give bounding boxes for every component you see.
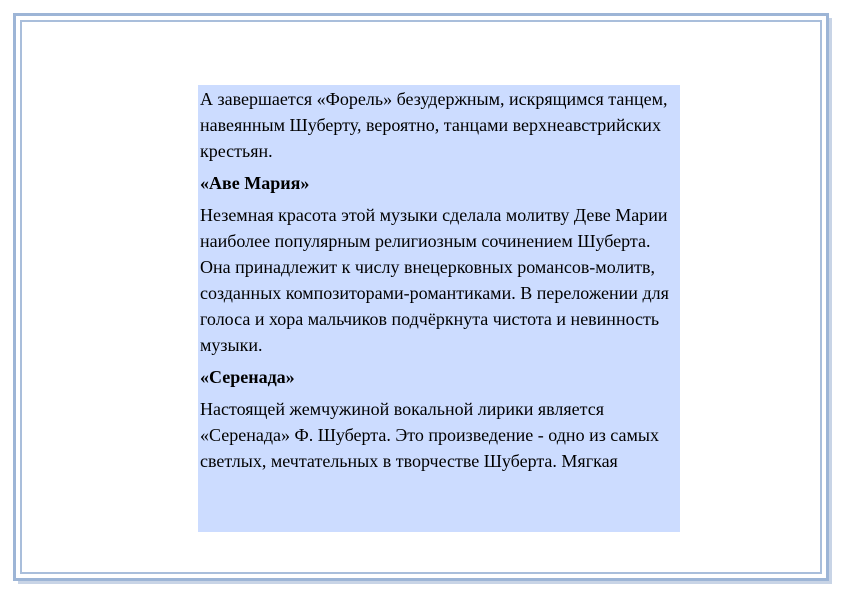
page-frame-shadow-bottom xyxy=(18,581,832,584)
paragraph-intro: А завершается «Форель» безудержным, искрящимся танцем, навеянным Шуберту, вероятно, танцами верхнеавстрийских крестьян. xyxy=(200,89,668,161)
heading-serenade: «Серенада» xyxy=(200,367,295,387)
page-frame-shadow-right xyxy=(829,18,832,584)
heading-ave-maria: «Аве Мария» xyxy=(200,173,310,193)
paragraph-serenade: Настоящей жемчужиной вокальной лирики является «Серенада» Ф. Шуберта. Это произведение - одно из самых светлых, мечтательных в творчестве Шуберта. Мягкая xyxy=(200,399,659,471)
text-block xyxy=(198,85,680,532)
paragraph-ave-maria: Неземная красота этой музыки сделала молитву Деве Марии наиболее популярным религиозным сочинением Шуберта. Она принадлежит к числу внецерковных романсов-молитв, созданных композиторами-романтиками. В переложении для голоса и хора мальчиков подчёркнута чистота и невинность музыки. xyxy=(200,205,669,355)
